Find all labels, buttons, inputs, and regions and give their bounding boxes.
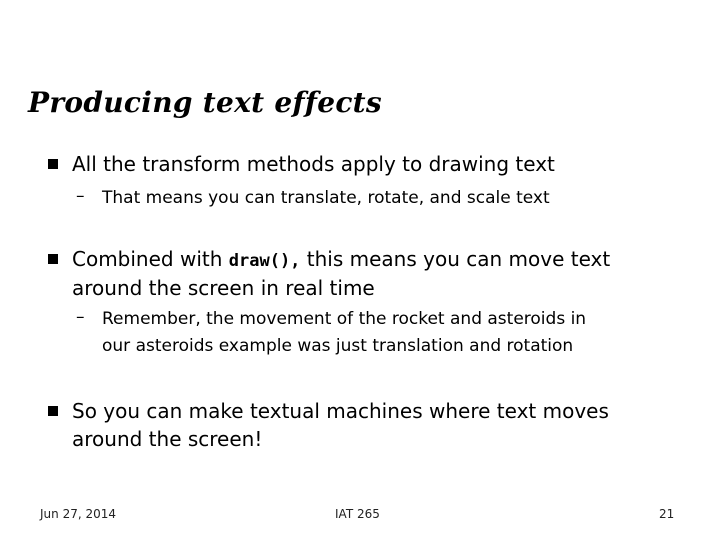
bullet-2-sub-2: our asteroids example was just translation and rotation (102, 336, 574, 356)
bullet-3-line-2: around the screen! (72, 427, 263, 451)
dash-icon: – (76, 307, 85, 327)
bullet-2-line-1 (72, 245, 610, 275)
bullet-3-line-1: So you can make textual machines where text moves (72, 399, 609, 423)
footer-date: Jun 27, 2014 (40, 507, 117, 521)
bullet-2-text-post: this means you can move text (300, 247, 611, 271)
slide-title: Producing text effects (28, 86, 382, 119)
bullet-square-icon (48, 159, 58, 169)
footer-course: IAT 265 (335, 507, 380, 521)
dash-icon: – (76, 186, 85, 206)
bullet-square-icon (48, 254, 58, 264)
bullet-2-line-2: around the screen in real time (72, 276, 375, 300)
footer-page-number: 21 (659, 507, 675, 521)
bullet-square-icon (48, 406, 58, 416)
bullet-1-text: All the transform methods apply to drawing text (72, 152, 555, 176)
bullet-2-sub-1: Remember, the movement of the rocket and asteroids in (102, 309, 587, 329)
code-draw: draw(), (228, 251, 301, 271)
bullet-1-sub-1: That means you can translate, rotate, and scale text (102, 188, 550, 208)
bullet-2-text-pre: Combined with (72, 247, 229, 271)
